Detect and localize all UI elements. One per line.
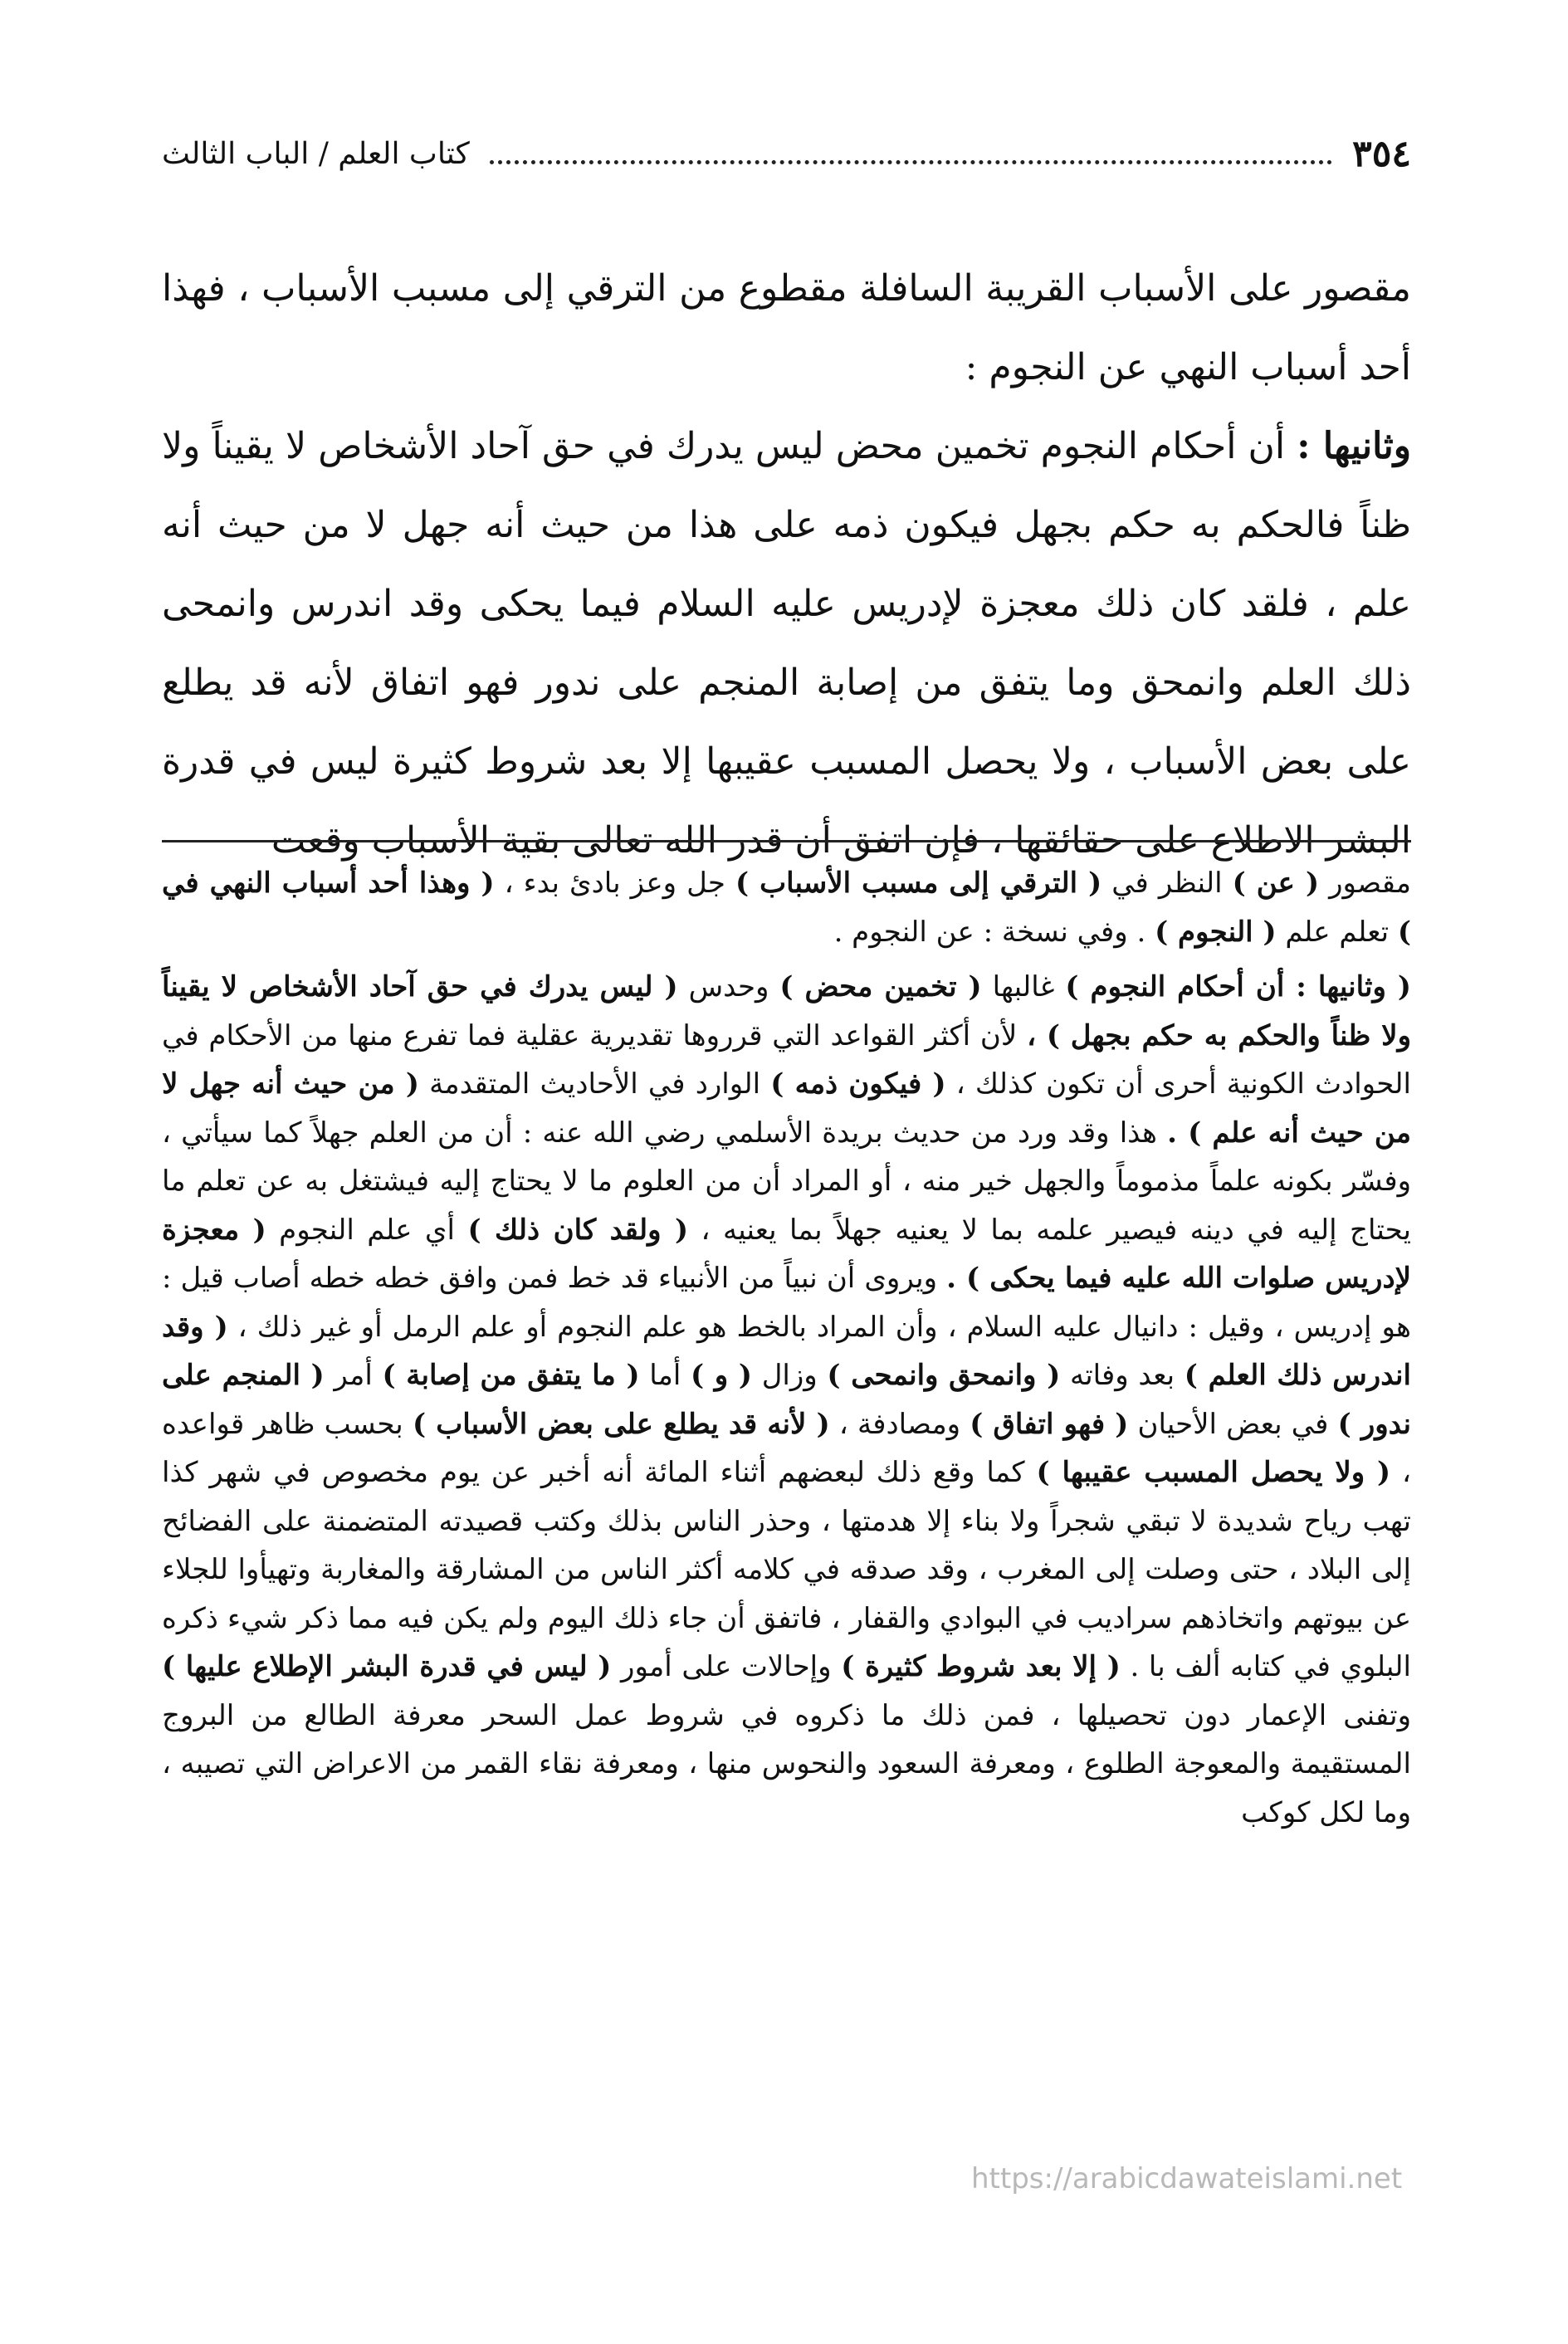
main-paragraph-text: مقصور على الأسباب القريبة السافلة مقطوع من الترقي إلى مسبب الأسباب ، فهذا أحد أسباب النهي عن النجوم : [162, 267, 1411, 388]
quoted-matn: ( النجوم ) [1155, 915, 1277, 949]
commentary-text: . وفي نسخة : عن النجوم . [833, 915, 1155, 949]
paragraph-lead: وثانيها : [1297, 425, 1412, 467]
commentary-text: بعد وفاته [1060, 1359, 1185, 1392]
quoted-matn: ( وانمحق وانمحى ) [827, 1359, 1061, 1392]
commentary-paragraph [162, 859, 1411, 956]
footnote-divider [162, 840, 1411, 842]
quoted-matn: ( الترقي إلى مسبب الأسباب ) [735, 867, 1102, 900]
commentary-text: ومصادفة ، [829, 1407, 970, 1441]
quoted-matn: ( فهو اتفاق ) [970, 1407, 1129, 1441]
quoted-matn: ( عن ) [1232, 867, 1320, 900]
commentary-text: النظر في [1102, 867, 1233, 900]
header-title: كتاب العلم / الباب الثالث [162, 136, 470, 171]
running-header [162, 125, 1411, 183]
quoted-matn: ( تخمين محض ) [779, 970, 982, 1004]
quoted-matn: ( ليس في قدرة البشر الإطلاع عليها ) [162, 1650, 612, 1683]
commentary-text: الوارد في الأحاديث المتقدمة [418, 1067, 771, 1101]
commentary-text: في بعض الأحيان [1128, 1407, 1338, 1441]
commentary-text: جل وعز بادئ بدء ، [494, 867, 735, 900]
quoted-matn: ( المنجم على ندور ) [162, 1359, 1411, 1441]
commentary-text: وإحالات على أمور [611, 1650, 842, 1683]
commentary-text: مقصور [1319, 867, 1412, 900]
commentary-text: بحسب ظاهر قواعده ، [162, 1407, 1412, 1489]
commentary-text: وتفنى الإعمار دون تحصيلها ، فمن ذلك ما ذكروه في شروط عمل السحر معرفة الطالع من البروج المستقيمة والمعوجة الطلوع ، ومعرفة السعود والنحوس منها ، ومعرفة نقاء القمر من الاعراض التي تصيبه ، وما لكل كوكب [162, 1698, 1411, 1829]
commentary-text: أما [639, 1359, 691, 1392]
main-paragraph-text: أن أحكام النجوم تخمين محض ليس يدرك في حق آحاد الأشخاص لا يقيناً ولا ظناً فالحكم به حكم بجهل فيكون ذمه على هذا من حيث أنه جهل لا من حيث أنه علم ، فلقد كان ذلك معجزة لإدريس عليه السلام فيما يحكى وقد اندرس وانمحى ذلك العلم وانمحق وما يتفق من إصابة المنجم على ندور فهو اتفاق لأنه قد يطلع على بعض الأسباب ، ولا يحصل المسبب عقيبها إلا بعد شروط كثيرة ليس في قدرة البشر الاطلاع على حقائقها ، فإن اتفق أن قدر الله تعالى بقية الأسباب وقعت [162, 425, 1411, 862]
commentary-text: أي علم النجوم [266, 1213, 468, 1247]
commentary-text: وزال [752, 1359, 828, 1392]
main-text [162, 249, 1411, 880]
commentary-text: غالبها [981, 970, 1066, 1004]
quoted-matn: ( وهذا أحد أسباب النهي في ) [162, 867, 1411, 949]
main-paragraph [162, 407, 1411, 880]
main-paragraph [162, 249, 1411, 407]
commentary-text: أمر [324, 1359, 383, 1392]
commentary-paragraph [162, 963, 1411, 1837]
commentary-text: ويروى أن نبياً من الأنبياء قد خط فمن وافق خطه خطه أصاب قيل : هو إدريس ، وقيل : دانيال عليه السلام ، وأن المراد بالخط هو علم النجوم أو علم الرمل أو غير ذلك ، [162, 1262, 1411, 1344]
commentary-text: كما وقع ذلك لبعضهم أثناء المائة أنه أخبر عن يوم مخصوص في شهر كذا تهب رياح شديدة لا تبقي شجراً ولا بناء إلا هدمتها ، وحذر الناس بذلك وكتب قصيدته المتضمنة على الفضائح إلى البلاد ، حتى وصلت إلى المغرب ، وقد صدقه في كلامه أكثر الناس من المشارقة والمغاربة وتهيأوا للجلاء عن بيوتهم واتخاذهم سراديب في البوادي والقفار ، فاتفق أن جاء ذلك اليوم ولم يكن فيه مما ذكر شيء ذكره البلوي في كتابه ألف با . [162, 1456, 1411, 1683]
quoted-matn: ( ما يتفق من إصابة ) [382, 1359, 640, 1392]
page-number: ٣٥٤ [1352, 132, 1411, 175]
quoted-matn: ( ولقد كان ذلك ) [467, 1213, 689, 1247]
quoted-matn: ( لأنه قد يطلع على بعض الأسباب ) [412, 1407, 830, 1441]
commentary [162, 859, 1411, 1837]
quoted-matn: ( إلا بعد شروط كثيرة ) [841, 1650, 1121, 1683]
quoted-matn: ( ولا يحصل المسبب عقيبها ) [1036, 1456, 1391, 1489]
quoted-matn: ( من حيث أنه جهل لا من حيث أنه علم ) . [162, 1067, 1411, 1150]
quoted-matn: ( ليس يدرك في حق آحاد الأشخاص لا يقيناً ولا ظناً والحكم به حكم بجهل ) ، [162, 970, 1411, 1052]
quoted-matn: ( معجزة لإدريس صلوات الله عليه فيما يحكى ) . [162, 1213, 1412, 1295]
commentary-text: هذا وقد ورد من حديث بريدة الأسلمي رضي الله عنه : أن من العلم جهلاً كما سيأتي ، وفسّر بكونه علماً مذموماً والجهل خير منه ، أو المراد أن من العلوم ما لا يحتاج إليه فيشتغل به عن تعلم ما يحتاج إليه في دينه فيصير علمه بما لا يعنيه جهلاً بما يعنيه ، [162, 1116, 1412, 1247]
commentary-text: لأن أكثر القواعد التي قرروها تقديرية عقلية فما تفرع منها من الأحكام في الحوادث الكونية أحرى أن تكون كذلك ، [162, 1018, 1411, 1101]
header-dot-leader [490, 160, 1332, 164]
commentary-text: تعلم علم [1276, 915, 1398, 949]
commentary-text: وحدس [677, 970, 780, 1004]
quoted-matn: ( وثانيها : أن أحكام النجوم ) [1065, 970, 1411, 1004]
quoted-matn: ( فيكون ذمه ) [770, 1067, 946, 1101]
quoted-matn: ( وقد اندرس ذلك العلم ) [162, 1310, 1411, 1392]
quoted-matn: ( و ) [690, 1359, 753, 1392]
watermark-url: https://arabicdawateislami.net [971, 2162, 1403, 2195]
